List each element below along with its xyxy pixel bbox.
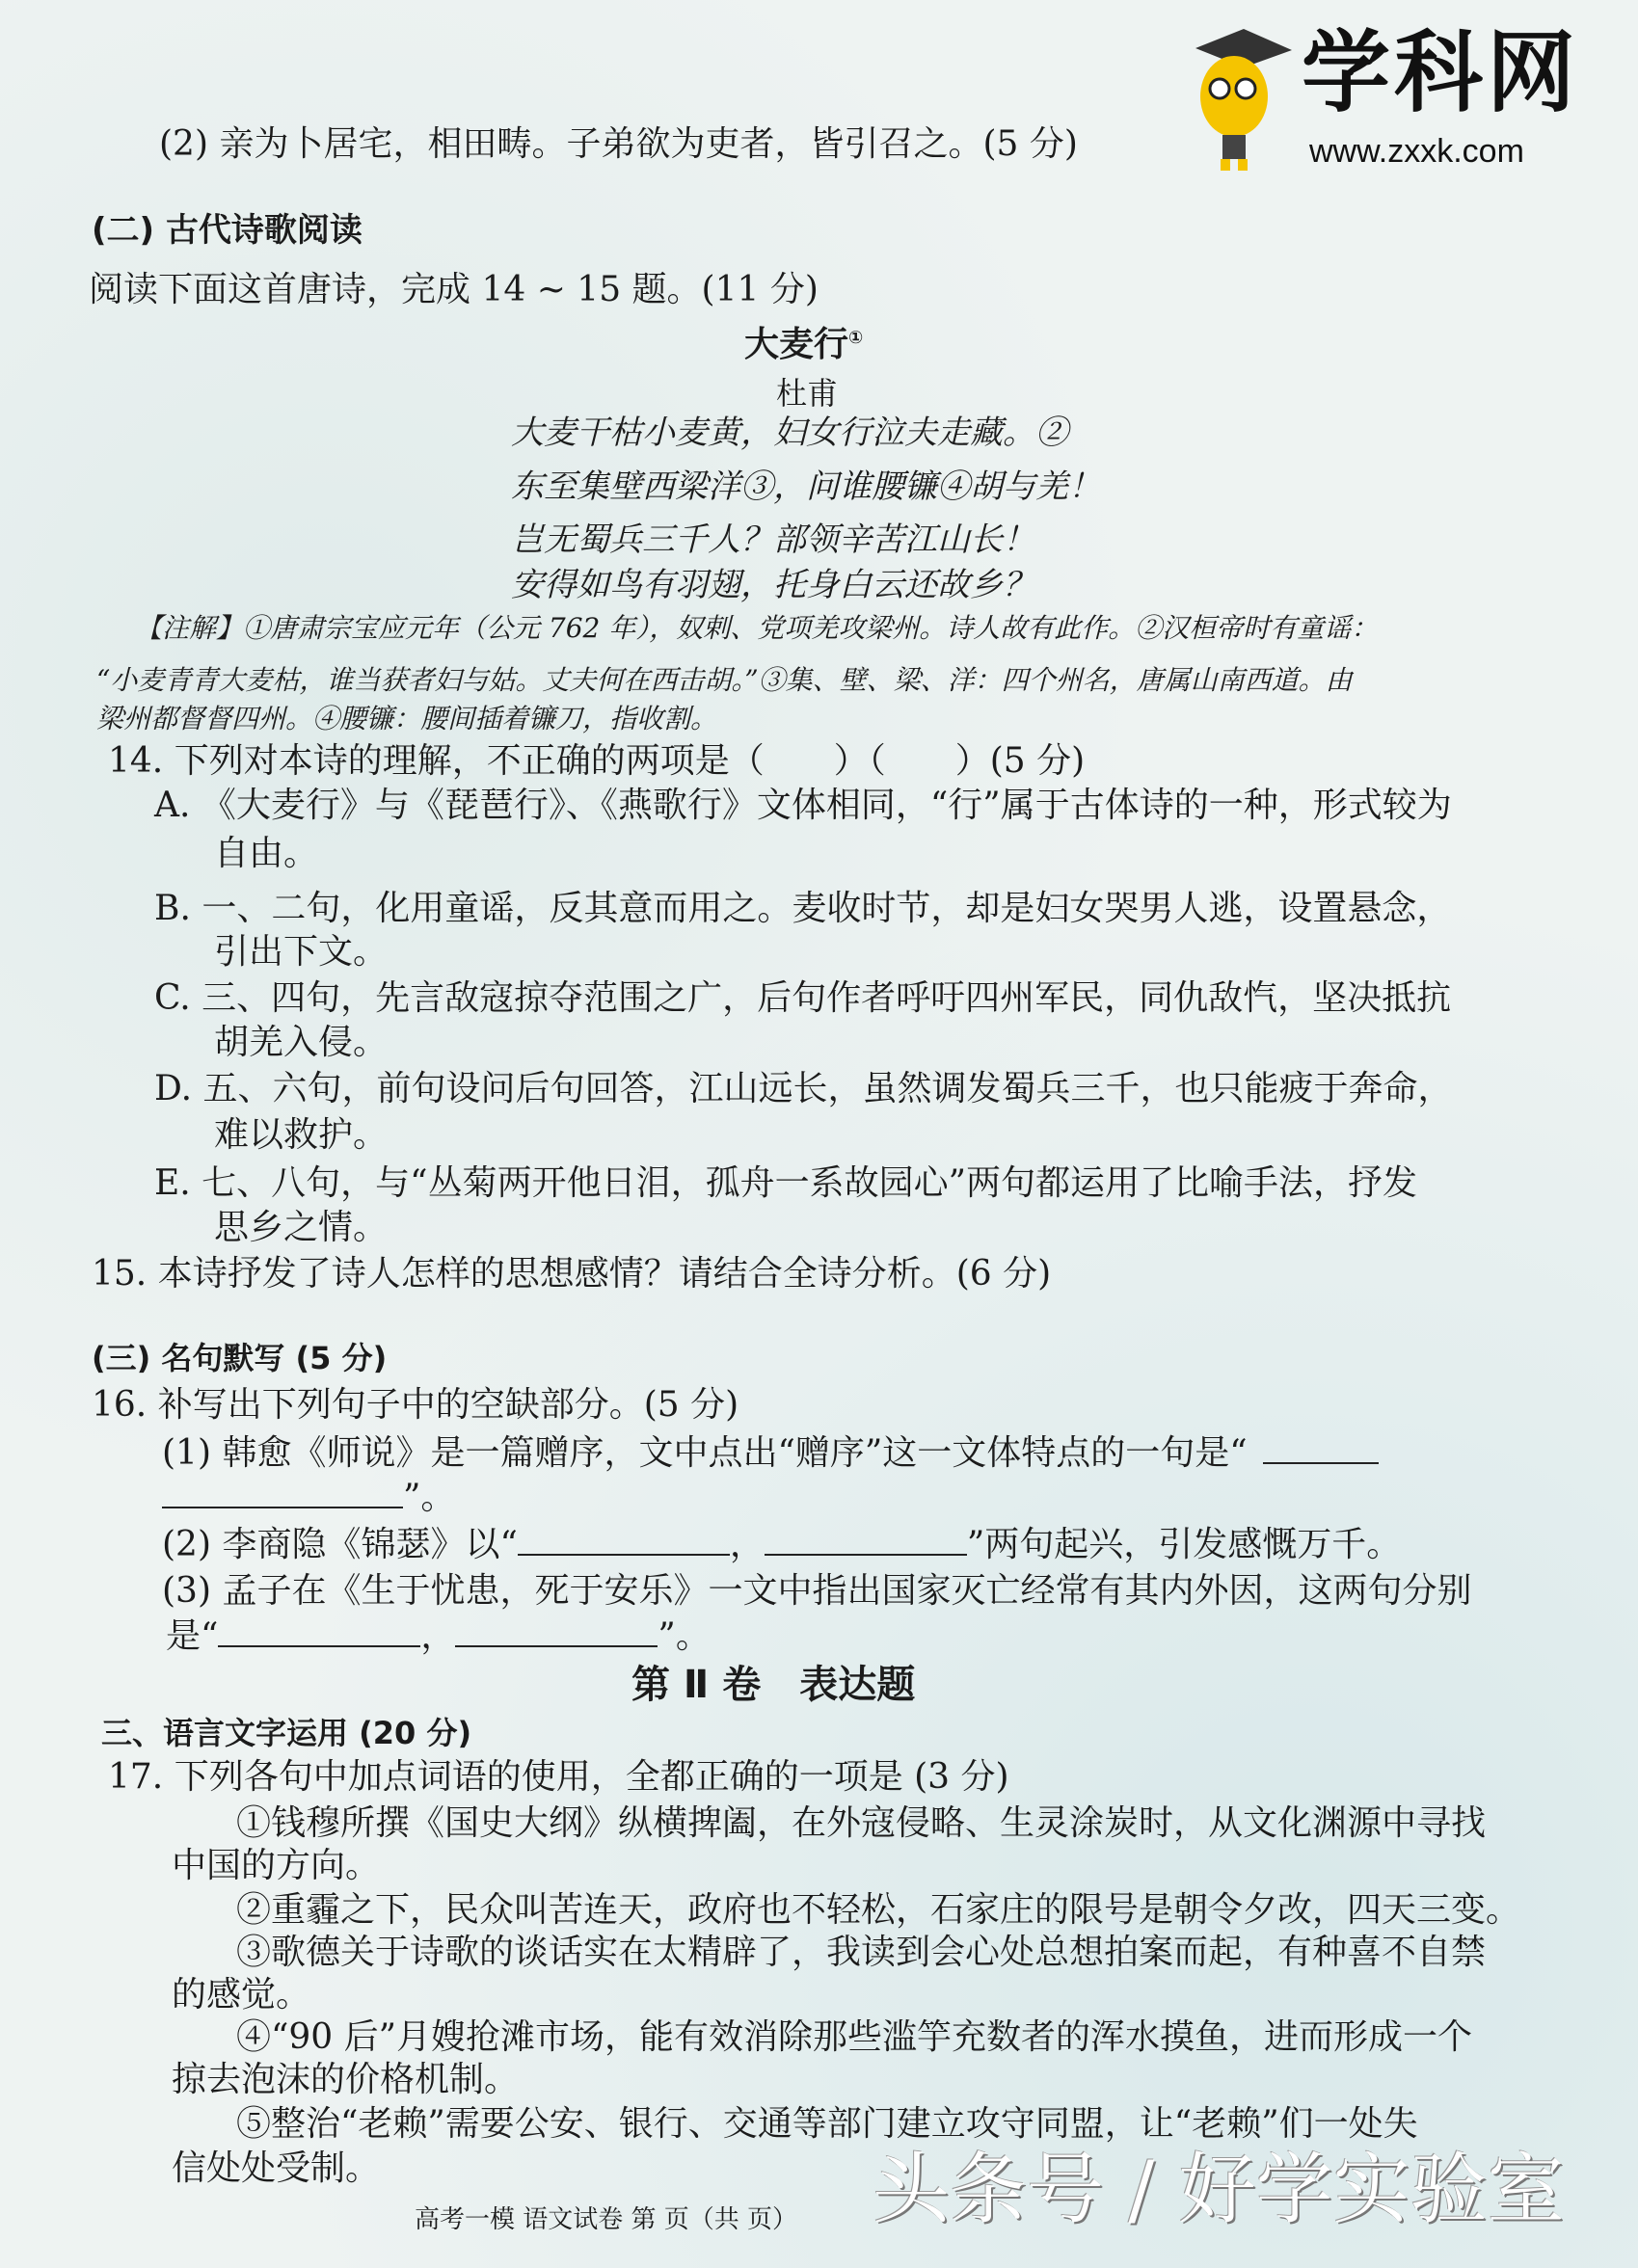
q16-2-tail: ”两句起兴，引发感慨万千。 bbox=[966, 1525, 1402, 1564]
q17-item-1-cont: 中国的方向。 bbox=[172, 1846, 381, 1885]
q17-item-4-cont: 掠去泡沫的价格机制。 bbox=[172, 2060, 520, 2099]
poem-line: 东至集壁西梁洋③，问谁腰镰④胡与羌！ bbox=[511, 467, 1101, 506]
poem-author: 杜甫 bbox=[776, 375, 839, 412]
q16-3-open: 是“ bbox=[166, 1616, 219, 1656]
question-16-1 bbox=[162, 1433, 1379, 1473]
logo-url: www.zxxk.com bbox=[1309, 133, 1524, 170]
poem-line: 大麦干枯小麦黄，妇女行泣夫走藏。② bbox=[511, 414, 1068, 452]
q16-3-comma: ， bbox=[420, 1616, 456, 1656]
watermark: 头条号 / 好学实验室 bbox=[873, 2145, 1565, 2234]
section-heading-language: 三、语言文字运用 (20 分) bbox=[101, 1715, 472, 1751]
answer-blank[interactable] bbox=[518, 1553, 730, 1556]
option-e-cont: 思乡之情。 bbox=[214, 1208, 389, 1247]
section-heading-recitation: (三) 名句默写 (5 分) bbox=[92, 1340, 388, 1376]
poem-line: 安得如鸟有羽翅，托身白云还故乡？ bbox=[511, 566, 1035, 604]
answer-blank[interactable] bbox=[765, 1553, 967, 1556]
zxxk-logo bbox=[1186, 21, 1591, 173]
poem-annotation: 梁州都督督四州。④腰镰：腰间插着镰刀，指收割。 bbox=[96, 703, 718, 734]
poem-line: 岂无蜀兵三千人？部领辛苦江山长！ bbox=[511, 520, 1035, 559]
option-a-cont: 自由。 bbox=[214, 834, 319, 873]
option-a: A. 《大麦行》与《琵琶行》、《燕歌行》文体相同，“行”属于古体诗的一种，形式较为 bbox=[154, 786, 1452, 825]
q16-3-close: ”。 bbox=[658, 1616, 711, 1656]
q17-item-2: ②重霾之下，民众叫苦连天，政府也不轻松，石家庄的限号是朝令夕改，四天三变。 bbox=[236, 1890, 1521, 1930]
option-d-cont: 难以救护。 bbox=[214, 1115, 389, 1155]
logo-name: 学科网 bbox=[1302, 21, 1580, 124]
poem-title-text: 大麦行 bbox=[744, 325, 849, 364]
answer-blank[interactable] bbox=[218, 1644, 420, 1647]
answer-blank[interactable] bbox=[1263, 1461, 1379, 1464]
q17-item-1: ①钱穆所撰《国史大纲》纵横捭阖，在外寇侵略、生灵涂炭时，从文化渊源中寻找 bbox=[236, 1803, 1487, 1843]
q16-2-text: (2) 李商隐《锦瑟》以“ bbox=[162, 1525, 518, 1564]
question-16-1-cont bbox=[162, 1478, 456, 1517]
q17-item-5-cont: 信处处受制。 bbox=[172, 2148, 381, 2188]
q17-item-3-cont: 的感觉。 bbox=[172, 1975, 311, 2015]
answer-blank[interactable] bbox=[162, 1506, 403, 1508]
option-c-cont: 胡羌入侵。 bbox=[214, 1023, 389, 1062]
option-c: C. 三、四句，先言敌寇掠夺范围之广，后句作者呼吁四州军民，同仇敌忾，坚决抵抗 bbox=[154, 978, 1452, 1018]
poem-annotation: 【注解】①唐肃宗宝应元年（公元 762 年），奴剌、党项羌攻梁州。诗人故有此作。②汉桓帝时有童谣： bbox=[135, 612, 1379, 644]
question-17: 17. 下列各句中加点词语的使用，全都正确的一项是 (3 分) bbox=[108, 1757, 1009, 1797]
part-2-title: 第 Ⅱ 卷 表达题 bbox=[631, 1663, 916, 1707]
question-14: 14. 下列对本诗的理解，不正确的两项是（ ）（ ）(5 分) bbox=[108, 741, 1086, 781]
question-16: 16. 补写出下列句子中的空缺部分。(5 分) bbox=[92, 1385, 739, 1425]
q17-item-3: ③歌德关于诗歌的谈话实在太精辟了，我读到会心处总想拍案而起，有种喜不自禁 bbox=[236, 1933, 1487, 1972]
poem-annotation: “小麦青青大麦枯，谁当获者妇与姑。丈夫何在西击胡。”③集、壁、梁、洋：四个州名，唐属山南西道。由 bbox=[96, 664, 1353, 696]
option-b-cont: 引出下文。 bbox=[214, 932, 389, 972]
option-d: D. 五、六句，前句设问后句回答，江山远长，虽然调发蜀兵三千，也只能疲于奔命， bbox=[154, 1069, 1453, 1108]
q16-1-text: (1) 韩愈《师说》是一篇赠序，文中点出“赠序”这一文体特点的一句是“ bbox=[162, 1433, 1248, 1473]
section-heading-poetry: (二) 古代诗歌阅读 bbox=[92, 211, 363, 250]
q17-item-4: ④“90 后”月嫂抢滩市场，能有效消除那些滥竽充数者的浑水摸鱼，进而形成一个 bbox=[236, 2017, 1473, 2057]
poem-title-footnote: ① bbox=[848, 328, 864, 348]
page-footer: 高考一模 语文试卷 第 页（共 页） bbox=[415, 2205, 798, 2234]
q16-2-comma: ， bbox=[729, 1525, 765, 1564]
q16-1-close: ”。 bbox=[403, 1478, 456, 1517]
option-b: B. 一、二句，化用童谣，反其意而用之。麦收时节，却是妇女哭男人逃，设置悬念， bbox=[154, 889, 1452, 928]
question-16-3: (3) 孟子在《生于忧患，死于安乐》一文中指出国家灭亡经常有其内外因，这两句分别 bbox=[162, 1571, 1472, 1611]
option-e: E. 七、八句，与“丛菊两开他日泪，孤舟一系故园心”两句都运用了比喻手法，抒发 bbox=[154, 1163, 1417, 1203]
question-16-2 bbox=[162, 1525, 1402, 1564]
poetry-instruction: 阅读下面这首唐诗，完成 14 ~ 15 题。(11 分) bbox=[89, 270, 819, 309]
question-13-2: (2) 亲为卜居宅，相田畴。子弟欲为吏者，皆引召之。(5 分) bbox=[159, 124, 1078, 164]
poem-title bbox=[744, 325, 864, 364]
answer-blank[interactable] bbox=[455, 1644, 658, 1647]
question-16-3-cont bbox=[166, 1616, 711, 1656]
q17-item-5: ⑤整治“老赖”需要公安、银行、交通等部门建立攻守同盟，让“老赖”们一处失 bbox=[236, 2104, 1418, 2144]
mascot-icon bbox=[1186, 29, 1302, 173]
question-15: 15. 本诗抒发了诗人怎样的思想感情？请结合全诗分析。(6 分) bbox=[92, 1254, 1052, 1294]
